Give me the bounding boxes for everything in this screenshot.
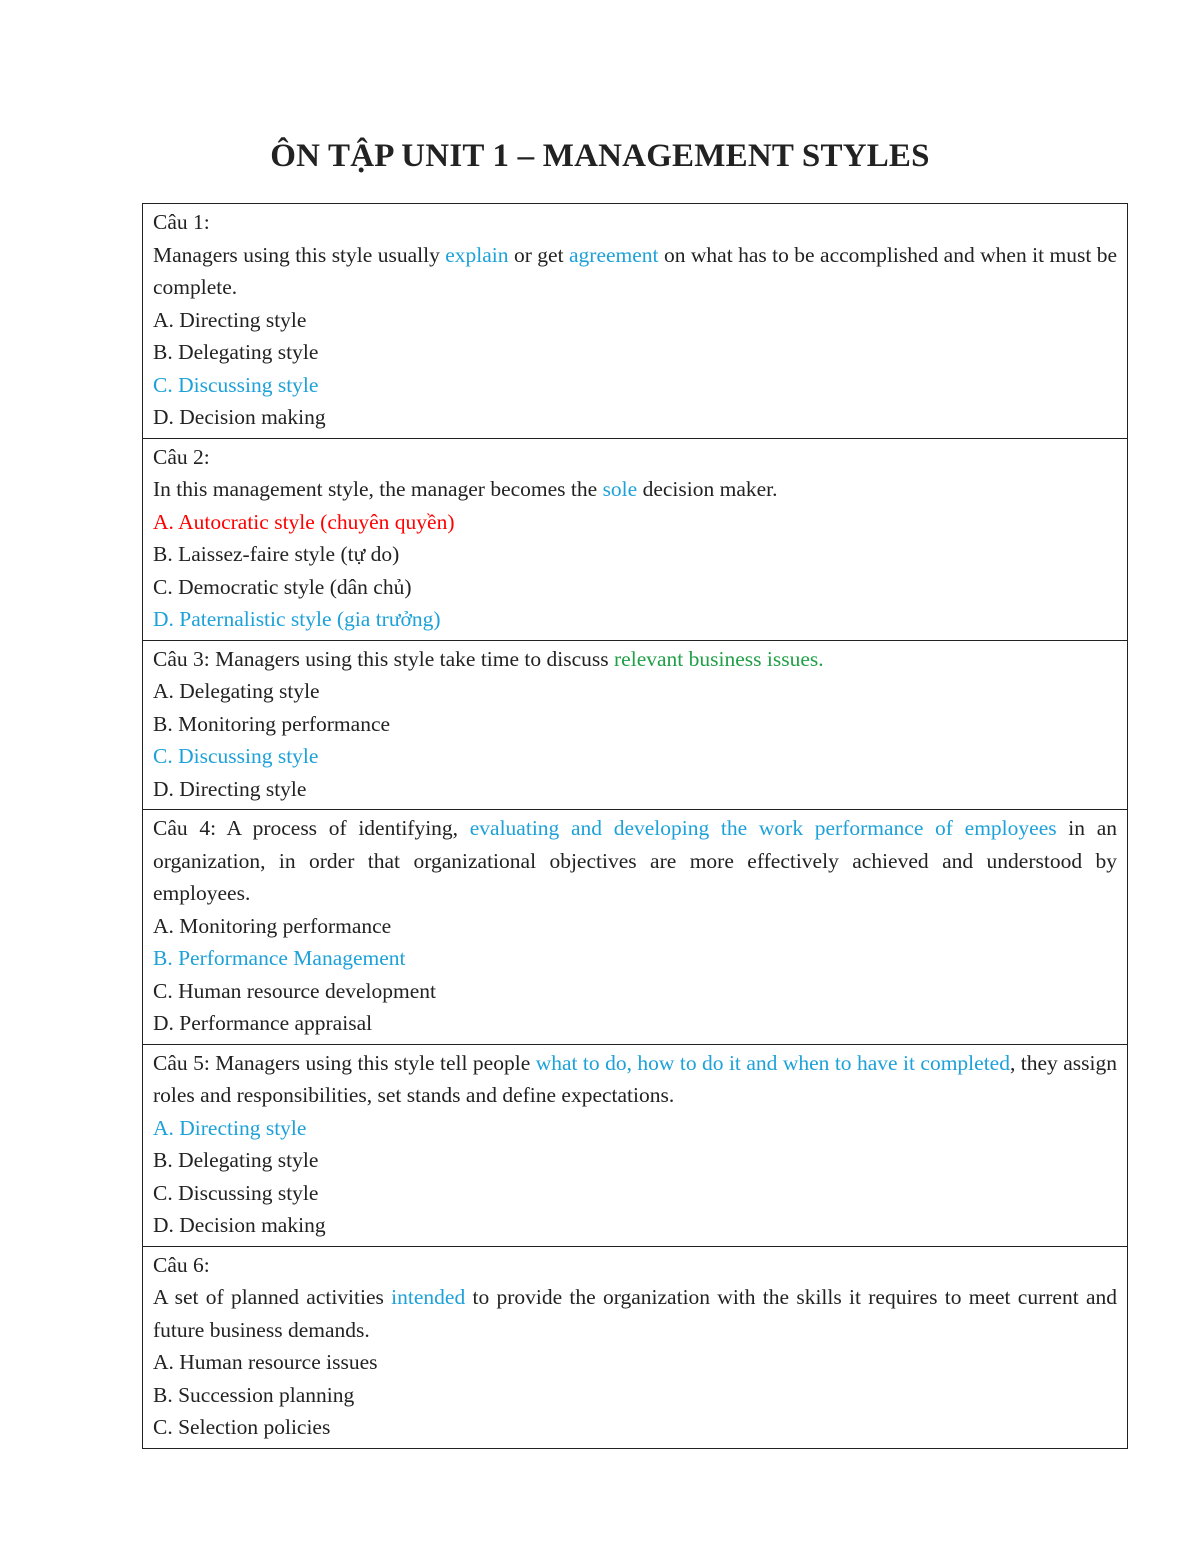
question-4-label: Câu 4:	[153, 816, 217, 840]
question-4	[142, 810, 1128, 1045]
question-3	[142, 641, 1128, 811]
question-3-highlight: relevant business issues.	[614, 646, 824, 671]
question-4-option-d: D. Performance appraisal	[153, 1011, 373, 1035]
question-2-highlight: sole	[602, 477, 638, 501]
question-2-option-a: A. Autocratic style (chuyên quyền)	[153, 509, 455, 534]
question-3-option-c-answer: C. Discussing style	[153, 744, 319, 768]
question-1-text	[153, 239, 1117, 304]
question-1-highlight: agreement	[569, 242, 659, 267]
question-1-option-b: B. Delegating style	[153, 340, 319, 364]
question-6-text-part: to provide the organization with the skills it requires to meet current and future business demands.	[153, 1285, 1117, 1342]
question-2-label: Câu 2:	[153, 444, 210, 469]
question-5-label: Câu 5:	[153, 1050, 210, 1075]
question-3-text-part: Managers using this style take time to discuss	[209, 646, 615, 671]
question-6-option-a: A. Human resource issues	[153, 1350, 378, 1374]
question-1-text-part: Managers using this style usually	[153, 242, 446, 267]
question-6-highlight: intended	[391, 1285, 466, 1309]
question-6-text-part: A set of planned activities	[153, 1285, 392, 1309]
question-3-option-b: B. Monitoring performance	[153, 711, 391, 736]
question-1-option-c-answer: C. Discussing style	[153, 372, 319, 397]
question-6	[142, 1247, 1128, 1449]
question-5	[142, 1045, 1128, 1247]
question-3-label: Câu 3:	[153, 646, 210, 671]
question-6-text	[153, 1281, 1117, 1346]
question-1-highlight: explain	[445, 242, 509, 267]
question-5-text	[153, 1047, 1117, 1112]
question-1-text-part: or get	[508, 242, 569, 267]
question-4-text-part: A process of identifying,	[216, 816, 470, 840]
quiz-table	[142, 203, 1128, 1449]
question-1-text-part: on what has to be accomplished and when it must be complete.	[153, 242, 1118, 299]
question-5-text-part: , they assign roles and responsibilities, set stands and define expectations.	[153, 1050, 1117, 1107]
question-5-option-c: C. Discussing style	[153, 1180, 319, 1205]
question-4-option-c: C. Human resource development	[153, 978, 436, 1003]
page-title: ÔN TẬP UNIT 1 – MANAGEMENT STYLES	[270, 138, 930, 174]
question-2	[142, 439, 1128, 641]
question-4-option-a: A. Monitoring performance	[153, 913, 392, 938]
question-3-option-a: A. Delegating style	[153, 679, 320, 703]
question-4-highlight: evaluating and developing the work performance of employees	[469, 816, 1057, 840]
question-1-option-a: A. Directing style	[153, 307, 307, 332]
question-2-text-part: decision maker.	[637, 477, 778, 501]
question-5-highlight: what to do, how to do it and when to have it completed	[535, 1050, 1010, 1075]
question-1-option-d: D. Decision making	[153, 405, 326, 429]
question-2-option-d-answer: D. Paternalistic style (gia trưởng)	[153, 607, 441, 631]
question-2-option-b: B. Laissez-faire style (tự do)	[153, 542, 400, 566]
question-2-option-c: C. Democratic style (dân chủ)	[153, 574, 412, 599]
question-3-option-d: D. Directing style	[153, 776, 307, 801]
question-1-label: Câu 1:	[153, 210, 210, 234]
question-4-text-part: in an organization, in order that organizational objectives are more effectively achieved and understood by employees.	[153, 816, 1117, 905]
question-5-option-a-answer: A. Directing style	[153, 1115, 307, 1140]
question-6-option-b: B. Succession planning	[153, 1382, 355, 1407]
question-5-option-b: B. Delegating style	[153, 1148, 319, 1172]
question-2-text	[153, 473, 1117, 506]
question-4-option-b-answer: B. Performance Management	[153, 946, 406, 970]
question-5-text-part: Managers using this style tell people	[209, 1050, 536, 1075]
question-4-text	[153, 812, 1117, 910]
question-2-text-part: In this management style, the manager becomes the	[153, 477, 603, 501]
question-1	[142, 204, 1128, 439]
question-6-option-c: C. Selection policies	[153, 1415, 331, 1439]
question-6-label: Câu 6:	[153, 1252, 210, 1277]
question-5-option-d: D. Decision making	[153, 1213, 326, 1237]
question-3-text	[153, 643, 1117, 676]
